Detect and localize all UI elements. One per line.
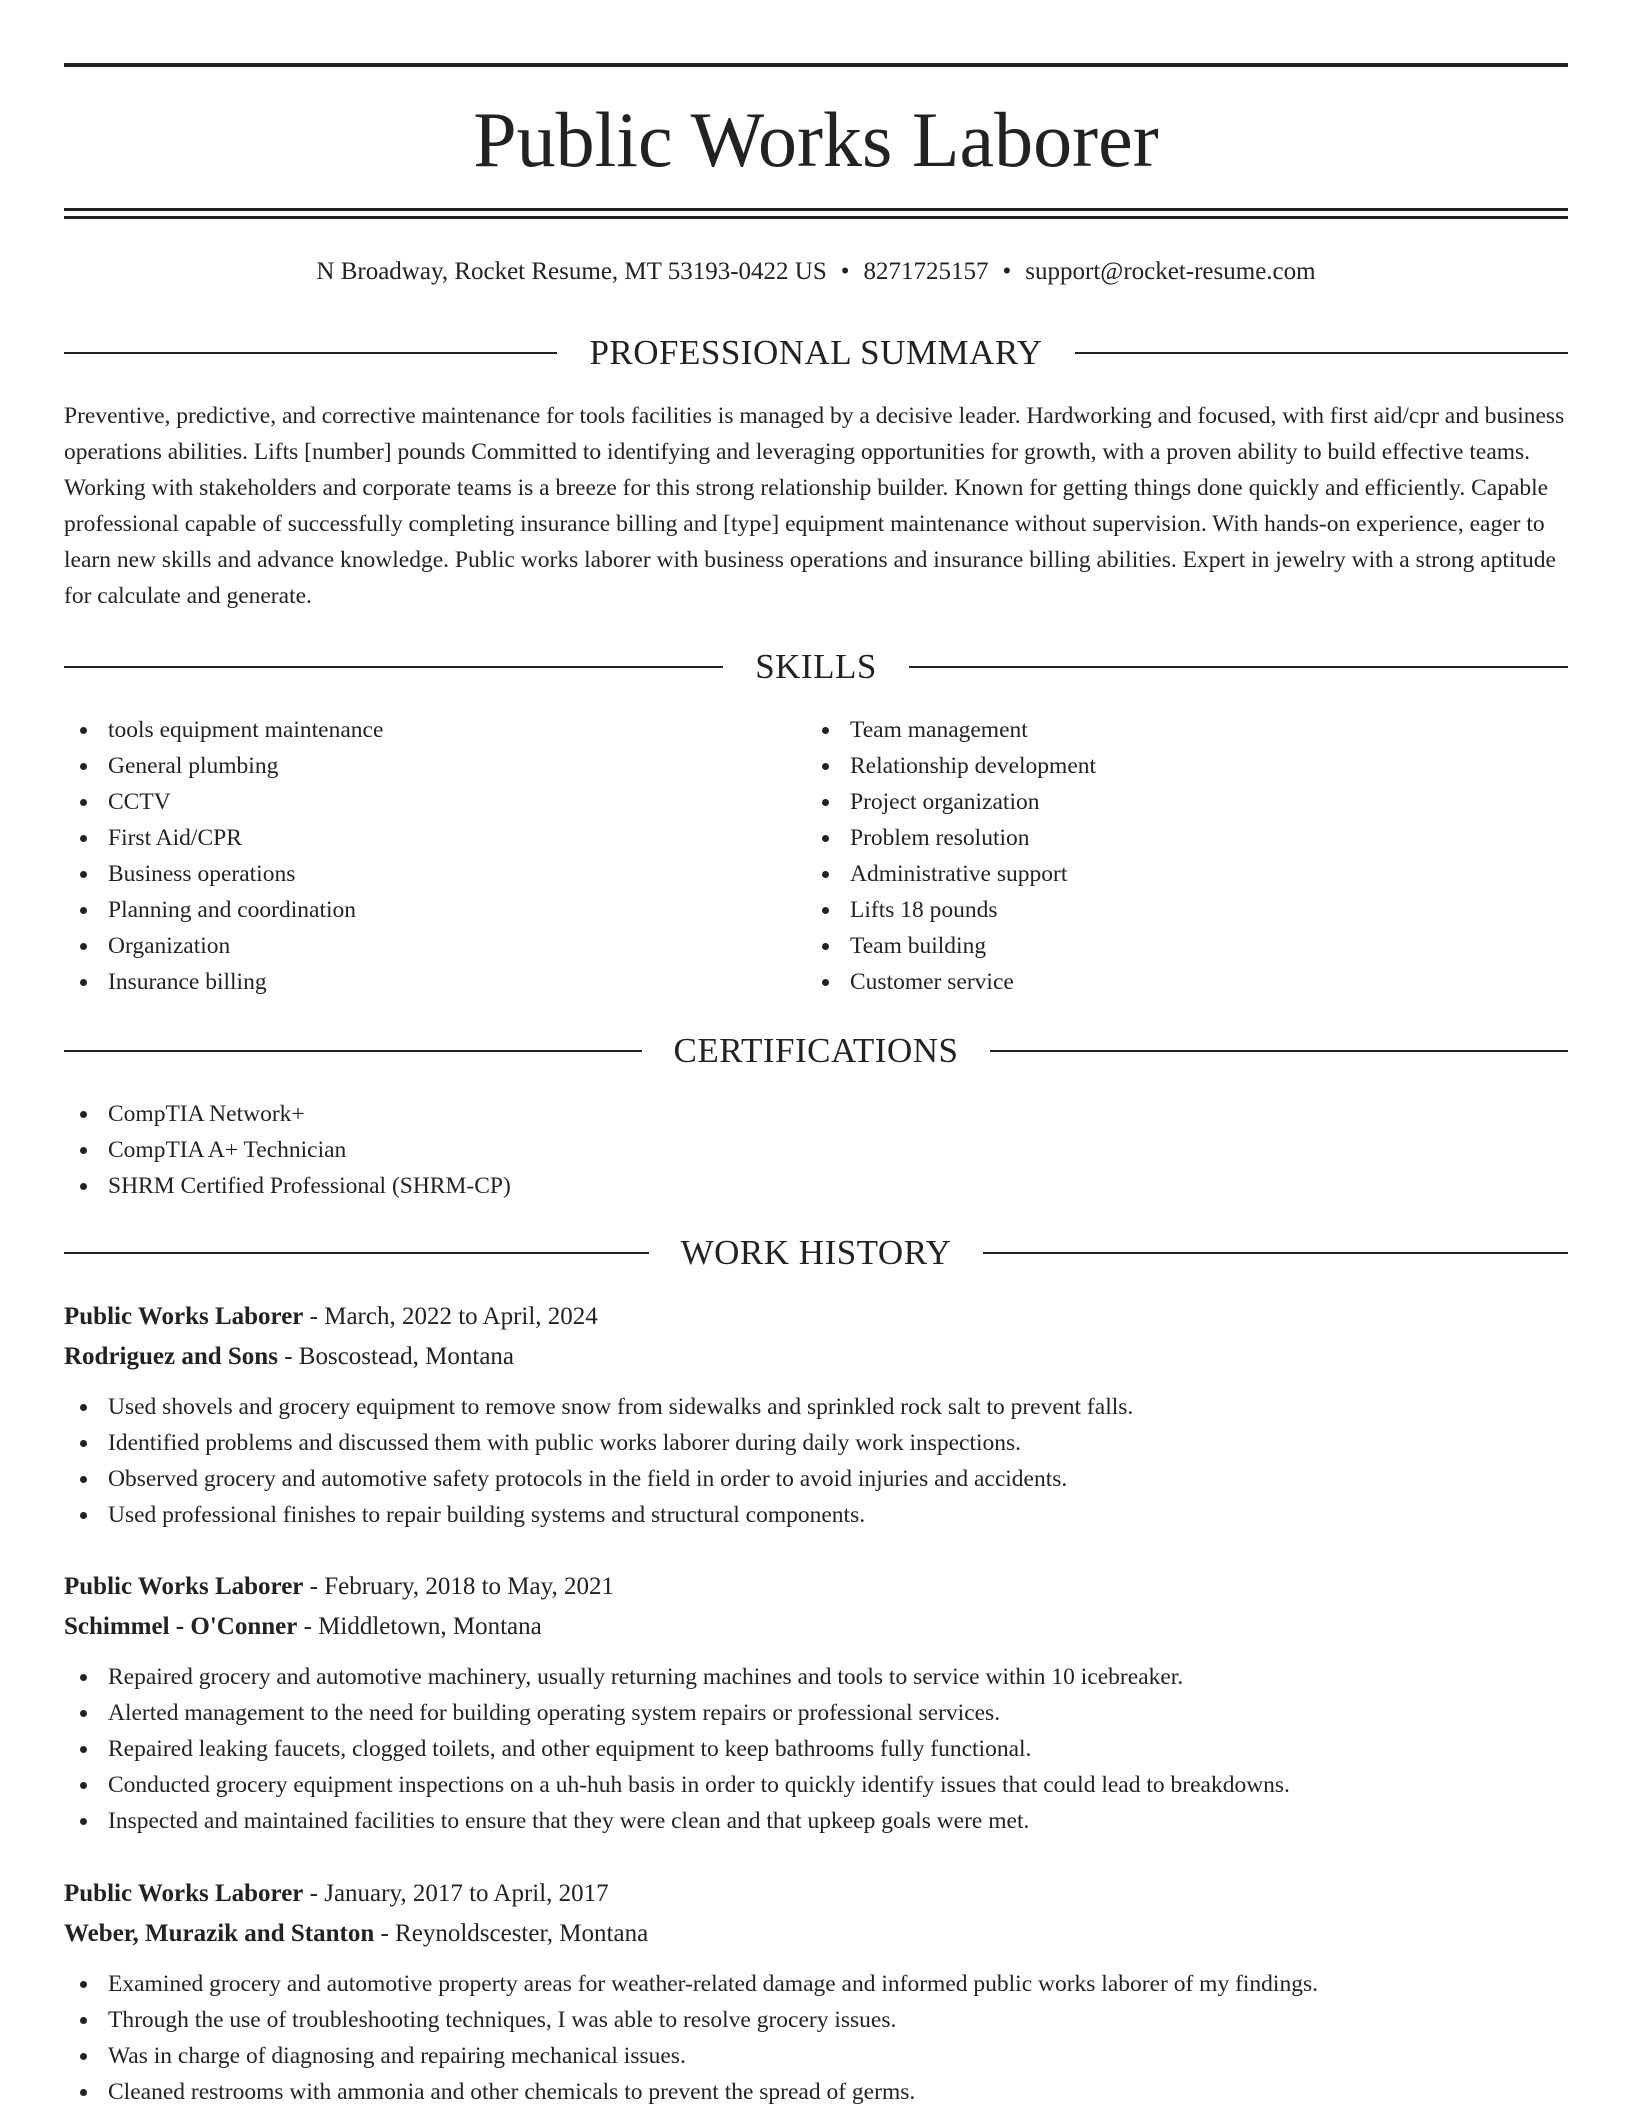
skill-item: CCTV <box>64 784 764 820</box>
section-title: WORK HISTORY <box>680 1233 952 1272</box>
job-company-line <box>64 1914 1568 1954</box>
job-bullet: Identified problems and discussed them with public works laborer during daily work inspections. <box>64 1425 1568 1461</box>
skill-item: Problem resolution <box>806 820 1506 856</box>
skill-item: Insurance billing <box>64 964 764 1000</box>
job-title: Public Works Laborer <box>64 1303 304 1330</box>
skill-item: Team building <box>806 928 1506 964</box>
job-bullet: Used professional finishes to repair building systems and structural components. <box>64 1497 1568 1533</box>
job-bullets <box>64 1389 1568 1533</box>
skill-item: Project organization <box>806 784 1506 820</box>
job-dates: - January, 2017 to April, 2017 <box>303 1880 609 1907</box>
skill-item: First Aid/CPR <box>64 820 764 856</box>
certification-item: CompTIA Network+ <box>64 1096 511 1132</box>
job-bullet: Conducted grocery equipment inspections on a uh-huh basis in order to quickly identify issues that could lead to breakdowns. <box>64 1767 1568 1803</box>
section-rule <box>64 1050 642 1052</box>
contact-separator: • <box>840 258 850 285</box>
section-title: PROFESSIONAL SUMMARY <box>589 333 1043 372</box>
job-title: Public Works Laborer <box>64 1880 304 1907</box>
section-rule <box>64 666 723 668</box>
section-header-work-history <box>64 1231 1568 1275</box>
job-bullets <box>64 1966 1568 2110</box>
job-company: Weber, Murazik and Stanton <box>64 1920 375 1947</box>
skill-item: Relationship development <box>806 748 1506 784</box>
header-rule-lower <box>64 216 1568 219</box>
job-bullet: Observed grocery and automotive safety protocols in the field in order to avoid injuries and accidents. <box>64 1461 1568 1497</box>
job-company-line <box>64 1607 1568 1647</box>
job-bullet: Alerted management to the need for building operating system repairs or professional services. <box>64 1695 1568 1731</box>
section-header-summary <box>64 331 1568 375</box>
skills-list-left <box>64 712 764 1000</box>
section-header-skills <box>64 645 1568 689</box>
section-rule <box>1075 352 1568 354</box>
skill-item: tools equipment maintenance <box>64 712 764 748</box>
skill-item: Organization <box>64 928 764 964</box>
job-entry <box>64 1567 1568 1839</box>
contact-address: N Broadway, Rocket Resume, MT 53193-0422 US <box>316 258 827 285</box>
section-rule <box>64 1252 649 1254</box>
job-title-line <box>64 1297 1568 1337</box>
section-title: SKILLS <box>755 647 877 686</box>
job-bullet: Used shovels and grocery equipment to remove snow from sidewalks and sprinkled rock salt to prevent falls. <box>64 1389 1568 1425</box>
section-rule <box>64 352 557 354</box>
job-company: Schimmel - O'Conner <box>64 1613 298 1640</box>
skill-item: Planning and coordination <box>64 892 764 928</box>
contact-line <box>64 252 1568 292</box>
skills-list-right <box>806 712 1506 1000</box>
top-rule <box>64 63 1568 67</box>
skill-item: Lifts 18 pounds <box>806 892 1506 928</box>
certification-item: SHRM Certified Professional (SHRM-CP) <box>64 1168 511 1204</box>
contact-separator: • <box>1002 258 1012 285</box>
skill-item: Customer service <box>806 964 1506 1000</box>
job-bullets <box>64 1659 1568 1839</box>
job-location: - Reynoldscester, Montana <box>374 1920 649 1947</box>
job-bullet: Examined grocery and automotive property areas for weather-related damage and informed public works laborer of my findings. <box>64 1966 1568 2002</box>
job-company-line <box>64 1337 1568 1377</box>
section-header-certifications <box>64 1029 1568 1073</box>
summary-paragraph: Preventive, predictive, and corrective maintenance for tools facilities is managed by a decisive leader. Hardworking and focused, with first aid/cpr and business operations abilities. Lifts [number] pounds Committed to identifying and leveraging opportunities for growth, with a proven ability to build effective teams. Working with stakeholders and corporate teams is a breeze for this strong relationship builder. Known for getting things done quickly and efficiently. Capable professional capable of successfully completing insurance billing and [type] equipment maintenance without supervision. With hands-on experience, eager to learn new skills and advance knowledge. Public works laborer with business operations and insurance billing abilities. Expert in jewelry with a strong aptitude for calculate and generate. <box>64 403 1565 609</box>
job-title: Public Works Laborer <box>64 1573 304 1600</box>
certification-item: CompTIA A+ Technician <box>64 1132 511 1168</box>
job-bullet: Cleaned restrooms with ammonia and other chemicals to prevent the spread of germs. <box>64 2074 1568 2110</box>
header-rule-upper <box>64 208 1568 211</box>
job-dates: - February, 2018 to May, 2021 <box>303 1573 614 1600</box>
contact-phone: 8271725157 <box>863 258 989 285</box>
skill-item: Administrative support <box>806 856 1506 892</box>
section-title: CERTIFICATIONS <box>673 1031 959 1070</box>
job-entry <box>64 1297 1568 1533</box>
skill-item: General plumbing <box>64 748 764 784</box>
job-location: - Middletown, Montana <box>297 1613 542 1640</box>
job-bullet: Repaired leaking faucets, clogged toilets, and other equipment to keep bathrooms fully functional. <box>64 1731 1568 1767</box>
job-company: Rodriguez and Sons <box>64 1343 278 1370</box>
skill-item: Team management <box>806 712 1506 748</box>
job-entry <box>64 1874 1568 2110</box>
contact-email: support@rocket-resume.com <box>1025 258 1316 285</box>
job-bullet: Inspected and maintained facilities to ensure that they were clean and that upkeep goals were met. <box>64 1803 1568 1839</box>
job-title-line <box>64 1874 1568 1914</box>
job-dates: - March, 2022 to April, 2024 <box>303 1303 598 1330</box>
job-bullet: Through the use of troubleshooting techniques, I was able to resolve grocery issues. <box>64 2002 1568 2038</box>
skill-item: Business operations <box>64 856 764 892</box>
certifications-list <box>64 1096 511 1204</box>
job-bullet: Was in charge of diagnosing and repairing mechanical issues. <box>64 2038 1568 2074</box>
job-title-line <box>64 1567 1568 1607</box>
job-location: - Boscostead, Montana <box>277 1343 515 1370</box>
section-rule <box>909 666 1568 668</box>
section-rule <box>983 1252 1568 1254</box>
resume-name: Public Works Laborer <box>473 96 1159 183</box>
section-rule <box>990 1050 1568 1052</box>
job-bullet: Repaired grocery and automotive machinery, usually returning machines and tools to service within 10 icebreaker. <box>64 1659 1568 1695</box>
